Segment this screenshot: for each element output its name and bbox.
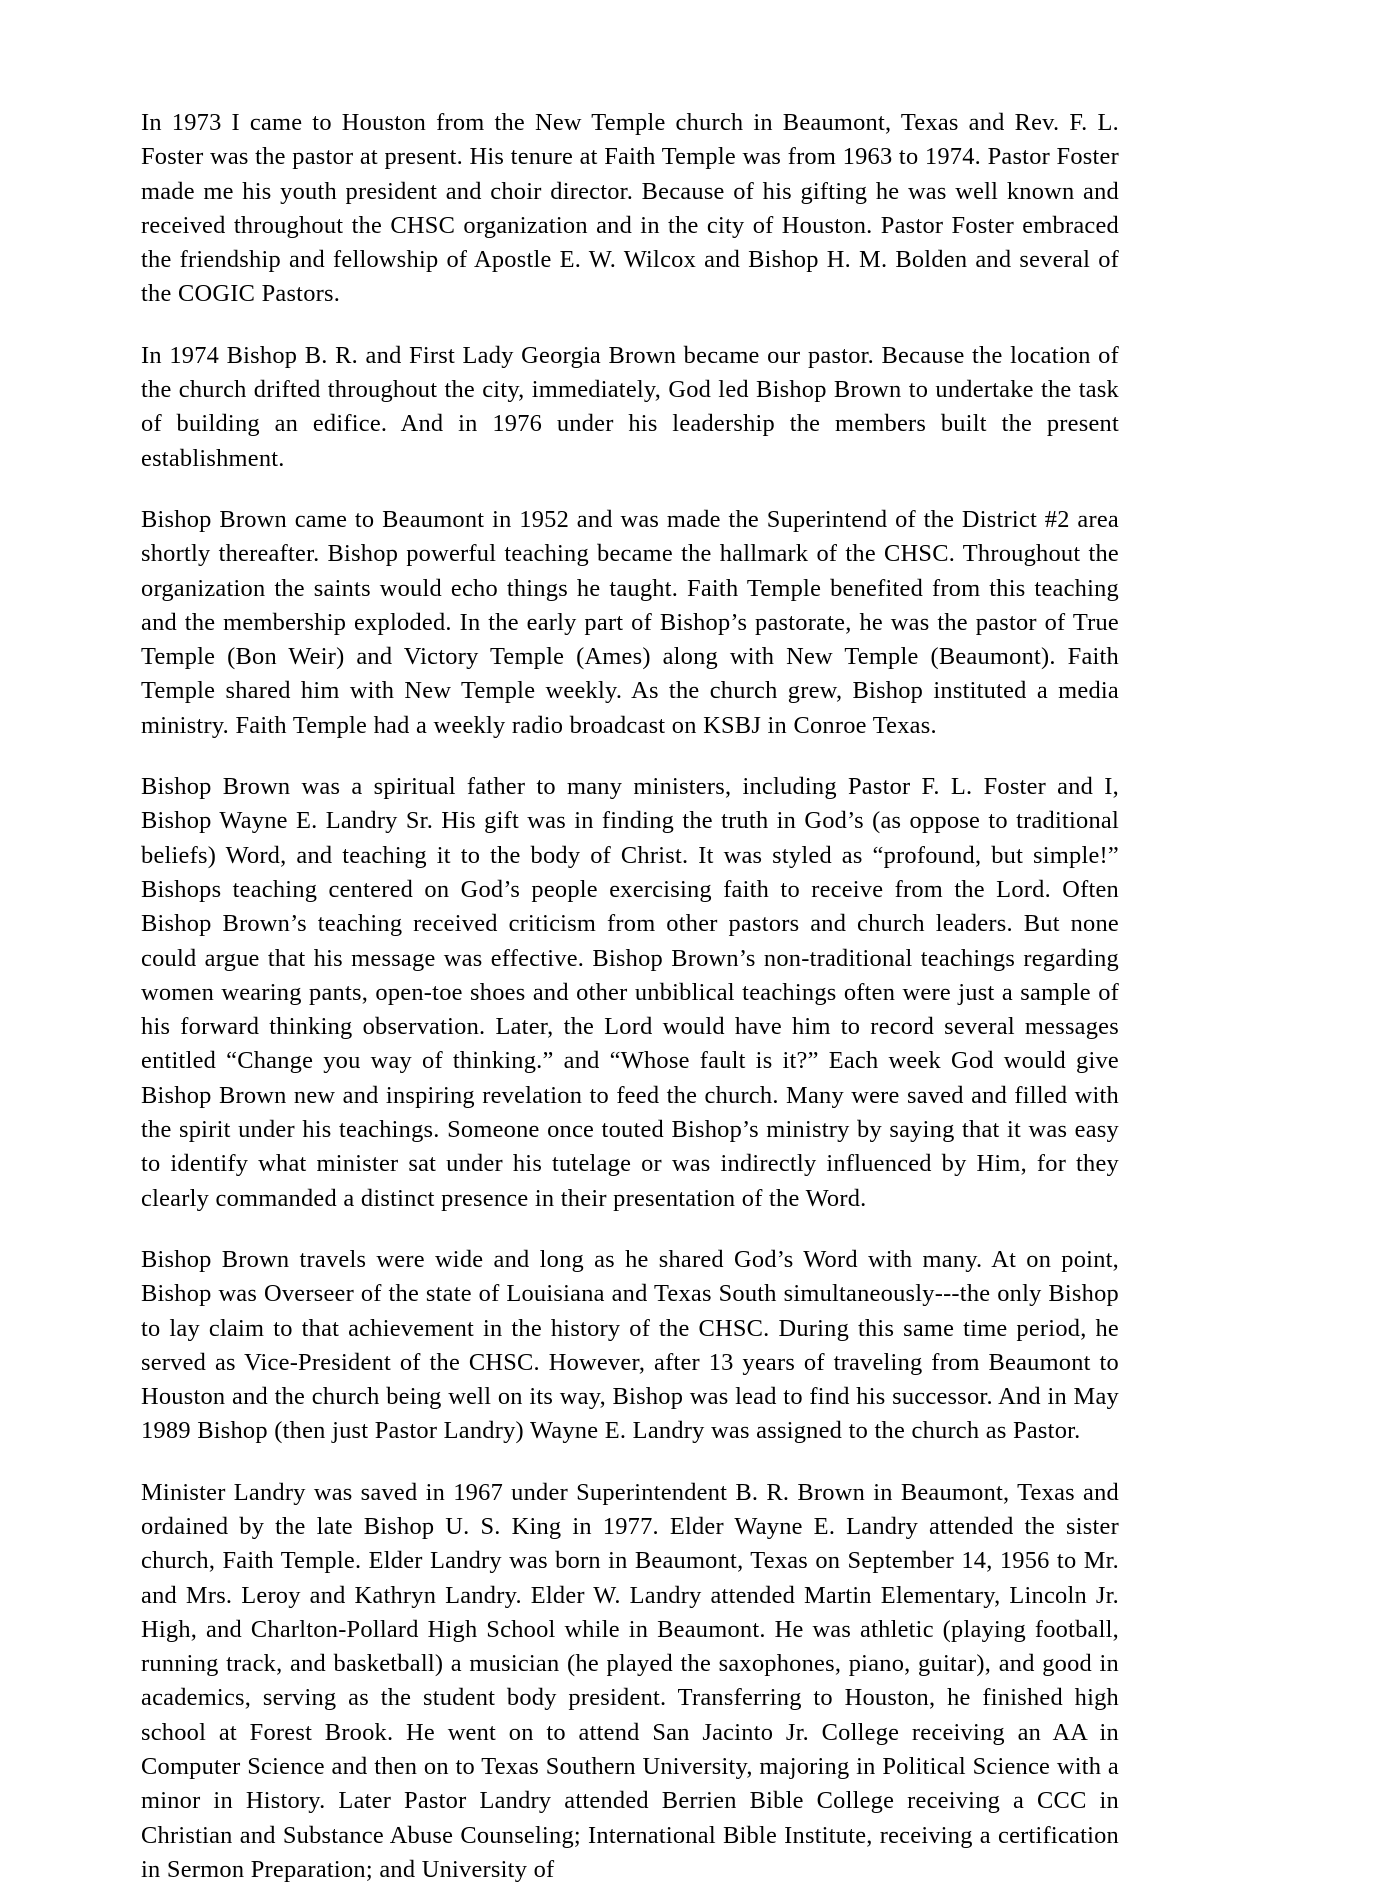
paragraph-6: Minister Landry was saved in 1967 under Superintendent B. R. Brown in Beaumont, Texas and ordained by the late Bishop U. S. King in 1977. Elder Wayne E. Landry attended the sister church, Faith Temple. Elder Landry was born in Beaumont, Texas on September 14, 1956 to Mr. and Mrs. Leroy and Kathryn Landry. Elder W. Landry attended Martin Elementary, Lincoln Jr. High, and Charlton-Pollard High School while in Beaumont. He was athletic (playing football, running track, and basketball) a musician (he played the saxophones, piano, guitar), and good in academics, serving as the student body president. Transferring to Houston, he finished high school at Forest Brook. He went on to attend San Jacinto Jr. College receiving an AA in Computer Science and then on to Texas Southern University, majoring in Political Science with a minor in History. Later Pastor Landry attended Berrien Bible College receiving a CCC in Christian and Substance Abuse Counseling; International Bible Institute, receiving a certification in Sermon Preparation; and University of — [141, 1478, 1119, 1883]
paragraph-2: In 1974 Bishop B. R. and First Lady Georgia Brown became our pastor. Because the location of the church drifted throughout the city, immediately, God led Bishop Brown to undertake the task of building an edifice. And in 1976 under his leadership the members built the present establishment. — [141, 341, 1119, 472]
paragraph-4: Bishop Brown was a spiritual father to many ministers, including Pastor F. L. Foster and I, Bishop Wayne E. Landry Sr. His gift was in finding the truth in God’s (as oppose to traditional beliefs) Word, and teaching it to the body of Christ. It was styled as “profound, but simple!” Bishops teaching centered on God’s people exercising faith to receive from the Lord. Often Bishop Brown’s teaching received criticism from other pastors and church leaders. But none could argue that his message was effective. Bishop Brown’s non-traditional teachings regarding women wearing pants, open-toe shoes and other unbiblical teachings often were just a sample of his forward thinking observation. Later, the Lord would have him to record several messages entitled “Change you way of thinking.” and “Whose fault is it?” Each week God would give Bishop Brown new and inspiring revelation to feed the church. Many were saved and filled with the spirit under his teachings. Someone once touted Bishop’s ministry by saying that it was easy to identify what minister sat under his tutelage or was indirectly influenced by Him, for they clearly commanded a distinct presence in their presentation of the Word. — [141, 773, 1119, 1212]
paragraph-5: Bishop Brown travels were wide and long as he shared God’s Word with many. At on point, Bishop was Overseer of the state of Louisiana and Texas South simultaneously---the only Bishop to lay claim to that achievement in the history of the CHSC. During this same time period, he served as Vice-President of the CHSC. However, after 13 years of traveling from Beaumont to Houston and the church being well on its way, Bishop was lead to find his successor. And in May 1989 Bishop (then just Pastor Landry) Wayne E. Landry was assigned to the church as Pastor. — [141, 1245, 1119, 1445]
document-text-body — [141, 106, 1119, 1887]
paragraph-1: In 1973 I came to Houston from the New Temple church in Beaumont, Texas and Rev. F. L. Foster was the pastor at present. His tenure at Faith Temple was from 1963 to 1974. Pastor Foster made me his youth president and choir director. Because of his gifting he was well known and received throughout the CHSC organization and in the city of Houston. Pastor Foster embraced the friendship and fellowship of Apostle E. W. Wilcox and Bishop H. M. Bolden and several of the COGIC Pastors. — [141, 109, 1119, 308]
paragraph-3: Bishop Brown came to Beaumont in 1952 and was made the Superintend of the District #2 area shortly thereafter. Bishop powerful teaching became the hallmark of the CHSC. Throughout the organization the saints would echo things he taught. Faith Temple benefited from this teaching and the membership exploded. In the early part of Bishop’s pastorate, he was the pastor of True Temple (Bon Weir) and Victory Temple (Ames) along with New Temple (Beaumont). Faith Temple shared him with New Temple weekly. As the church grew, Bishop instituted a media ministry. Faith Temple had a weekly radio broadcast on KSBJ in Conroe Texas. — [141, 505, 1119, 739]
